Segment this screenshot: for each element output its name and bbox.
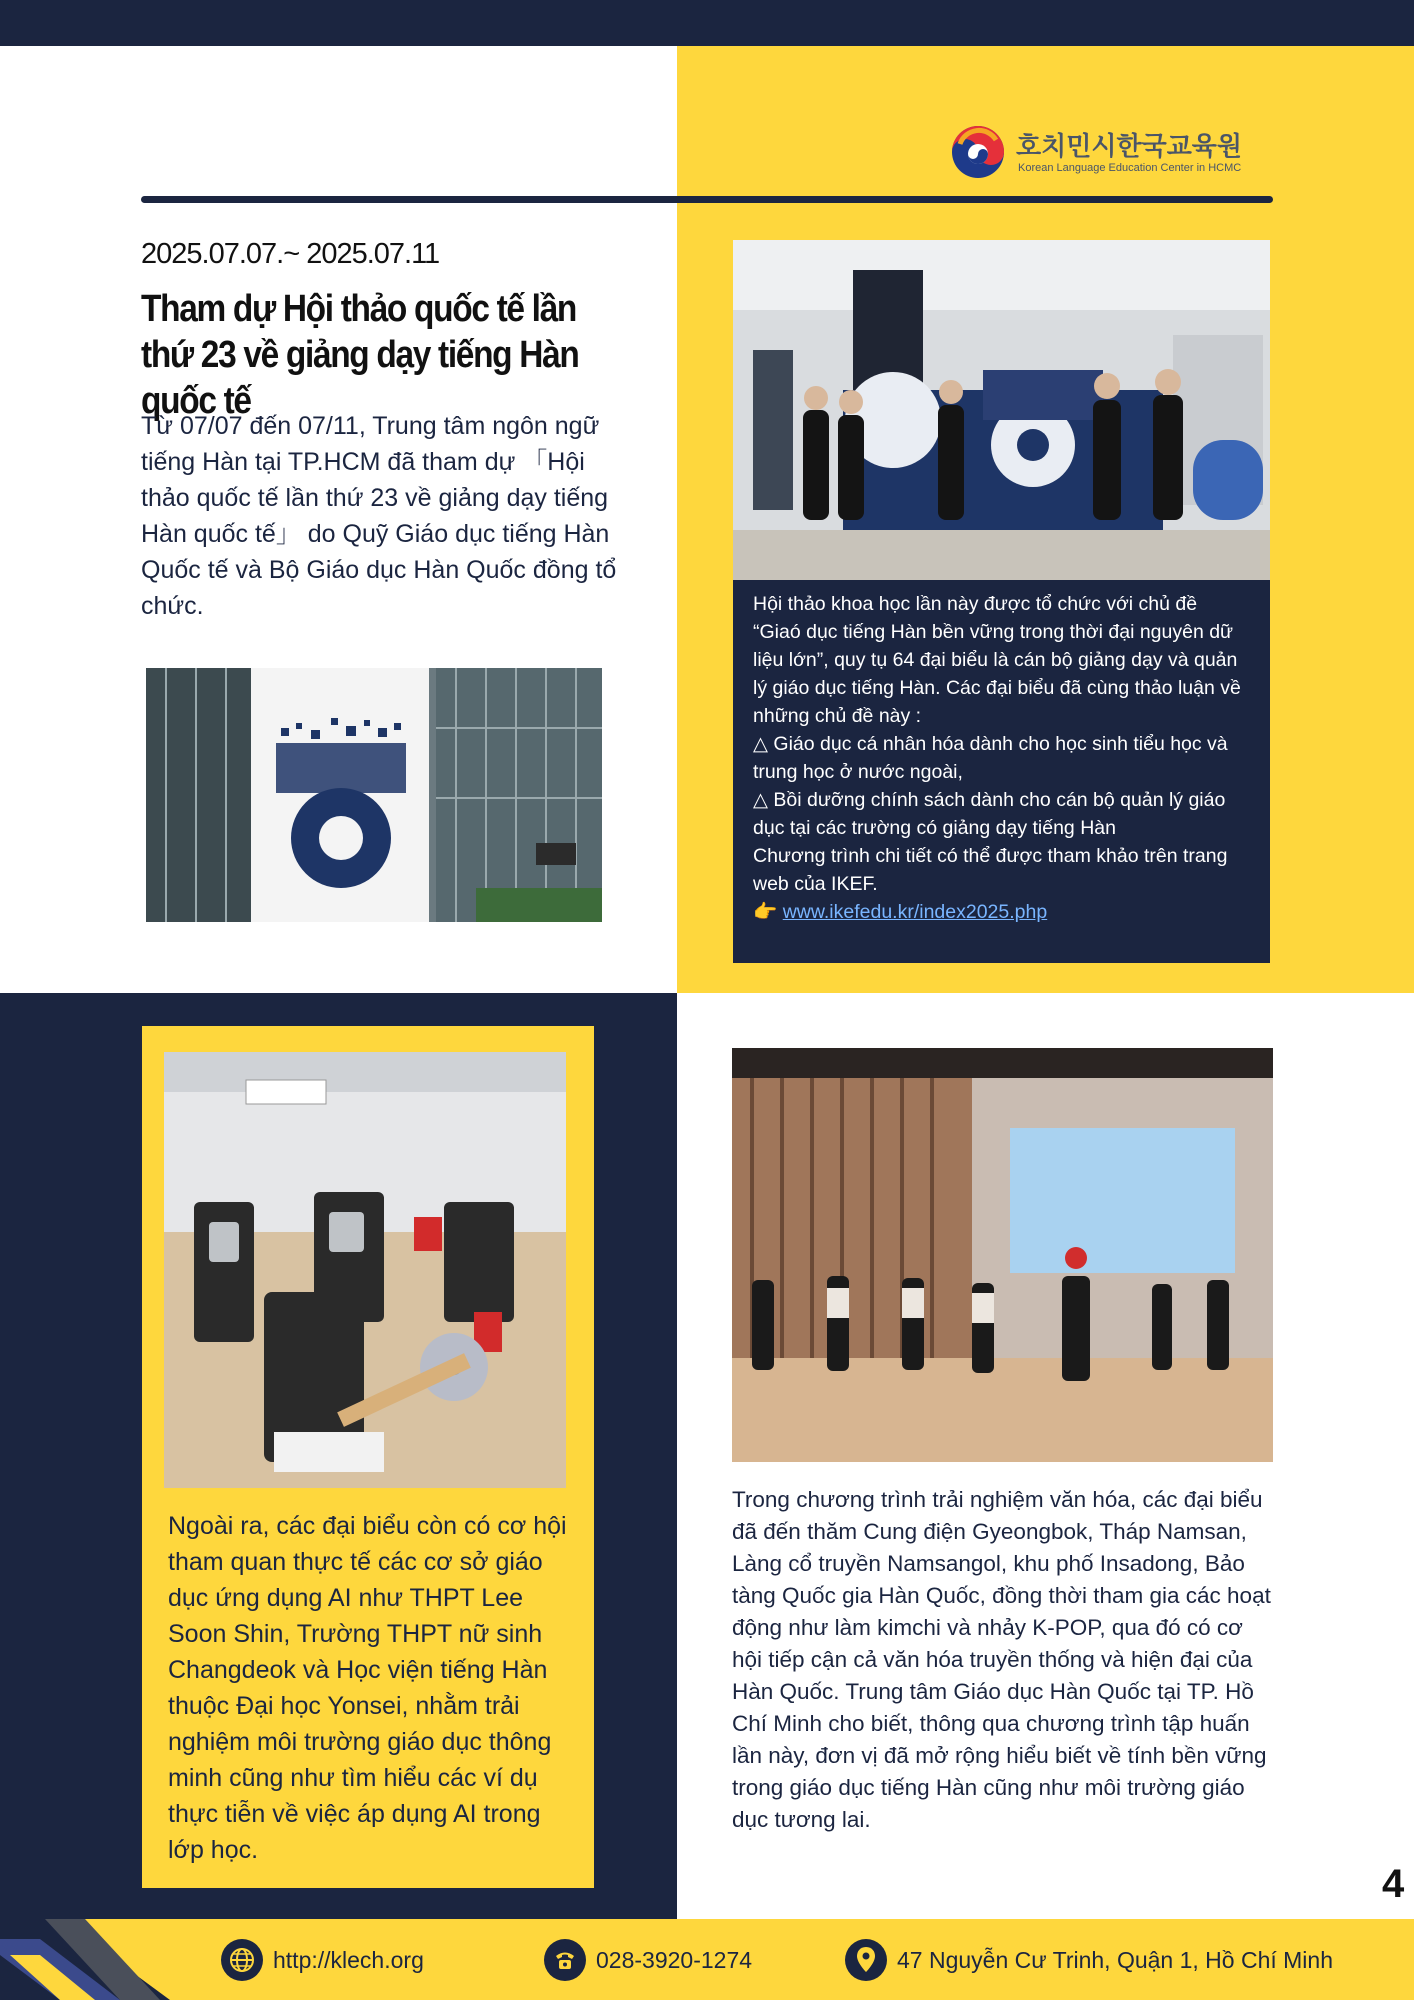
center-logo (950, 122, 1270, 182)
pointing-hand-icon: 👉 (753, 901, 778, 923)
photo-ai-robots (164, 1052, 566, 1488)
article-intro: Từ 07/07 đến 07/11, Trung tâm ngôn ngữ tiếng Hàn tại TP.HCM đã tham dự 「Hội thảo quốc tế lần thứ 23 về giảng dạy tiếng Hàn quốc tế」 do Quỹ Giáo dục tiếng Hàn Quốc tế và Bộ Giáo dục Hàn Quốc đồng tổ chức. (141, 412, 617, 620)
ikef-website-link[interactable]: www.ikefedu.kr/index2025.php (782, 901, 1048, 923)
header-divider (141, 196, 1273, 203)
info-link-row (753, 898, 1250, 926)
page-number: 4 (1382, 1862, 1405, 1906)
info-paragraph: Hội thảo khoa học lần này được tổ chức với chủ đề “Giaó dục tiếng Hàn bền vững trong thời đại nguyên dữ liệu lớn”, quy tụ 64 đại biểu là cán bộ giảng dạy và quản lý giáo dục tiếng Hàn. Các đại biểu đã cùng thảo luận về những chủ đề này : (753, 593, 1241, 727)
conference-info-text (753, 590, 1250, 898)
footer-address-text: 47 Nguyễn Cư Trinh, Quận 1, Hồ Chí Minh (897, 1946, 1334, 1973)
phone-icon (544, 1939, 586, 1981)
logo-korean-name: 호치민시한국교육원 (1016, 132, 1243, 162)
info-closing: Chương trình chi tiết có thể được tham khảo trên trang web của IKEF. (753, 845, 1228, 895)
article-date-range: 2025.07.07.~ 2025.07.11 (141, 238, 440, 270)
info-topic-1: △ Giáo dục cá nhân hóa dành cho học sinh tiểu học và trung học ở nước ngoài, (753, 733, 1228, 783)
footer-website[interactable] (221, 1938, 424, 1982)
photo-conference-banner (146, 668, 602, 922)
footer-phone-text: 028-3920-1274 (596, 1946, 753, 1973)
article-headline: Tham dự Hội thảo quốc tế lần thứ 23 về giảng dạy tiếng Hàn quốc tế (141, 288, 579, 422)
taegeuk-emblem-icon (950, 124, 1006, 180)
conference-info-box (733, 580, 1270, 963)
footer-phone[interactable] (544, 1938, 752, 1982)
info-topic-2: △ Bồi dưỡng chính sách dành cho cán bộ quản lý giáo dục tại các trường có giảng dạy tiếng Hàn (753, 789, 1226, 839)
location-pin-icon (845, 1939, 887, 1981)
photo-kpop-dance (732, 1048, 1273, 1462)
globe-icon (221, 1939, 263, 1981)
photo-delegates-group (733, 240, 1270, 580)
footer-corner-decoration (0, 1889, 170, 2000)
footer-website-text: http://klech.org (273, 1946, 424, 1973)
top-bar (0, 0, 1414, 46)
footer-address[interactable] (845, 1938, 1333, 1982)
culture-program-text: Trong chương trình trải nghiệm văn hóa, các đại biểu đã đến thăm Cung điện Gyeongbok, Tháp Namsan, Làng cổ truyền Namsangol, khu phố Insadong, Bảo tàng Quốc gia Hàn Quốc, đồng thời tham gia các hoạt động như làm kimchi và nhảy K-POP, qua đó có cơ hội tiếp cận cả văn hóa truyền thống và hiện đại của Hàn Quốc. Trung tâm Giáo dục Hàn Quốc tại TP. Hồ Chí Minh cho biết, thông qua chương trình tập huấn lần này, đơn vị đã mở rộng hiểu biết về tính bền vững trong giáo dục tiếng Hàn cũng như môi trường giáo dục tương lai. (732, 1487, 1271, 1832)
ai-visit-text: Ngoài ra, các đại biểu còn có cơ hội tham quan thực tế các cơ sở giáo dục ứng dụng AI như THPT Lee Soon Shin, Trường THPT nữ sinh Changdeok và Học viện tiếng Hàn thuộc Đại học Yonsei, nhằm trải nghiệm môi trường giáo dục thông minh cũng như tìm hiểu các ví dụ thực tiễn về việc áp dụng AI trong lớp học. (168, 1512, 567, 1864)
logo-english-name: Korean Language Education Center in HCMC (1018, 162, 1242, 174)
